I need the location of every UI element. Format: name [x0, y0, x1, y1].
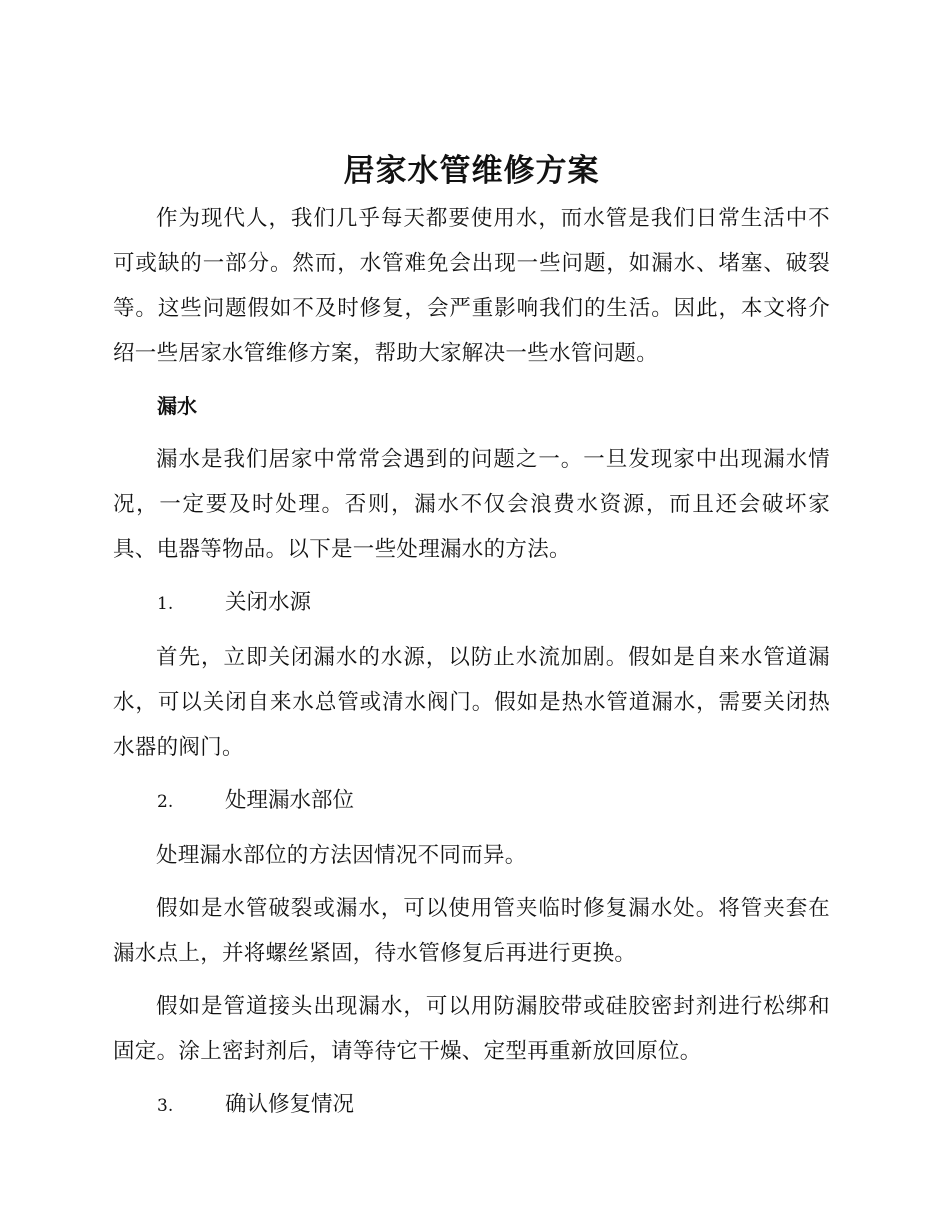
intro-paragraph: 作为现代人，我们几乎每天都要使用水，而水管是我们日常生活中不可或缺的一部分。然而，水管难免会出现一些问题，如漏水、堵塞、破裂等。这些问题假如不及时修复，会严重影响我们的生活。因此，本文将介绍一些居家水管维修方案，帮助大家解决一些水管问题。	[113, 206, 830, 366]
step-item	[113, 580, 830, 627]
step-paragraph: 处理漏水部位的方法因情况不同而异。	[156, 843, 527, 868]
step-label: 处理漏水部位	[225, 788, 355, 813]
section-heading: 漏水	[157, 394, 197, 418]
document-title: 居家水管维修方案	[343, 153, 600, 189]
section-intro-paragraph: 漏水是我们居家中常常会遇到的问题之一。一旦发现家中出现漏水情况，一定要及时处理。否则，漏水不仅会浪费水资源，而且还会破坏家具、电器等物品。以下是一些处理漏水的方法。	[113, 447, 830, 562]
step-number: 1.	[157, 594, 174, 614]
step-label: 关闭水源	[225, 590, 312, 615]
step-item	[113, 1082, 830, 1129]
step-label: 确认修复情况	[225, 1092, 355, 1117]
step-paragraph: 假如是管道接头出现漏水，可以用防漏胶带或硅胶密封剂进行松绑和固定。涂上密封剂后，请等待它干燥、定型再重新放回原位。	[113, 994, 830, 1064]
step-paragraph: 假如是水管破裂或漏水，可以使用管夹临时修复漏水处。将管夹套在漏水点上，并将螺丝紧固，待水管修复后再进行更换。	[113, 896, 830, 966]
step-paragraph: 首先，立即关闭漏水的水源，以防止水流加剧。假如是自来水管道漏水，可以关闭自来水总管或清水阀门。假如是热水管道漏水，需要关闭热水器的阀门。	[113, 645, 830, 760]
step-number: 3.	[157, 1096, 174, 1116]
document-page	[113, 150, 830, 1137]
step-item	[113, 778, 830, 825]
step-number: 2.	[157, 792, 174, 812]
